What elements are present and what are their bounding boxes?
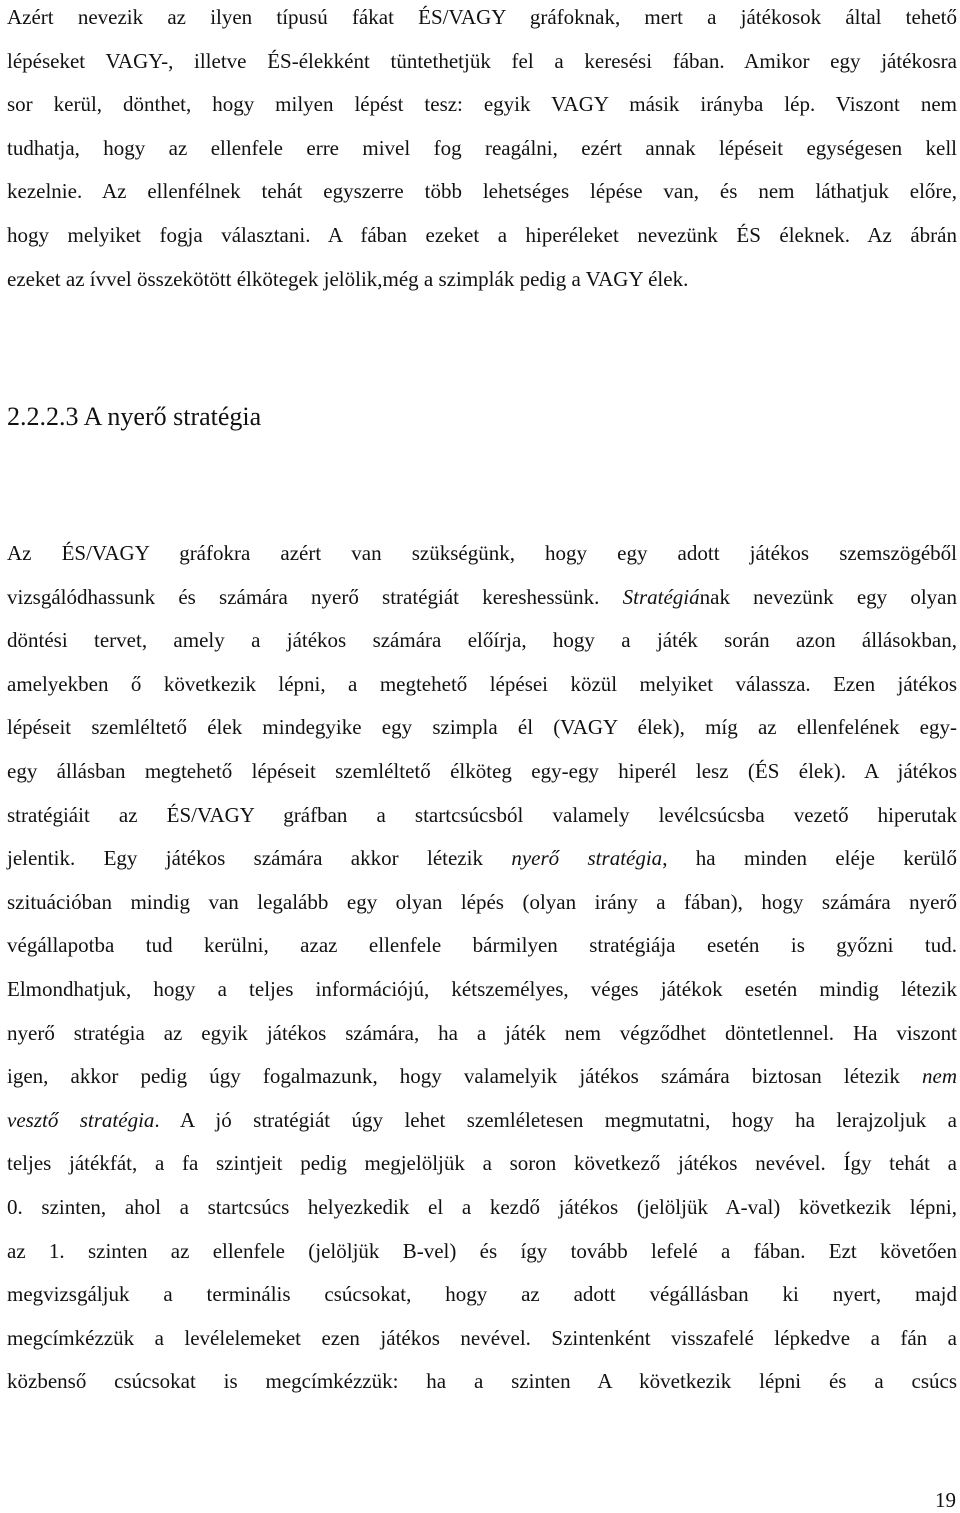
text-line: tudhatja, hogy az ellenfele erre mivel fog reagálni, ezért annak lépéseit egységesen kell xyxy=(7,135,957,160)
text-run: , ha minden eléje kerülő xyxy=(662,846,958,871)
text-line: kezelnie. Az ellenfélnek tehát egyszerre több lehetséges lépése van, és nem láthatjuk előre, xyxy=(7,179,957,204)
text-line xyxy=(7,1055,957,1099)
text-line: amelyekben ő következik lépni, a megtehető lépései közül melyiket válassza. Ezen játékos xyxy=(7,671,957,696)
text-line xyxy=(7,1099,957,1143)
text-line: 0. szinten, ahol a startcsúcs helyezkedik el a kezdő játékos (jelöljük A-val) következik lépni, xyxy=(7,1194,957,1219)
italic-term: vesztő stratégia xyxy=(7,1107,155,1132)
text-line: egy állásban megtehető lépéseit szemléltető élköteg egy-egy hiperél lesz (ÉS élek). A játékos xyxy=(7,758,957,783)
text-line: megcímkézzük a levélelemeket ezen játékos nevével. Szintenként visszafelé lépkedve a fán a xyxy=(7,1325,957,1350)
text-line: Az ÉS/VAGY gráfokra azért van szükségünk, hogy egy adott játékos szemszögéből xyxy=(7,541,957,565)
text-line: szituációban mindig van legalább egy olyan lépés (olyan irány a fában), hogy számára nyerő xyxy=(7,889,957,914)
text-run: . A jó stratégiát úgy lehet szemléletesen megmutatni, hogy ha lerajzoljuk a xyxy=(154,1107,957,1132)
text-line: nyerő stratégia az egyik játékos számára, ha a játék nem végződhet döntetlennel. Ha viszont xyxy=(7,1020,957,1045)
paragraph-winning-strategy xyxy=(7,532,957,1404)
text-line xyxy=(7,837,957,881)
italic-term: Stratégiá xyxy=(622,584,700,609)
text-line: megvizsgáljuk a terminális csúcsokat, hogy az adott végállásban ki nyert, majd xyxy=(7,1282,957,1307)
text-line: közbenső csúcsokat is megcímkézzük: ha a szinten A következik lépni és a csúcs xyxy=(7,1369,957,1394)
text-line: lépéseit szemléltető élek mindegyike egy szimpla él (VAGY élek), míg az ellenfelének egy- xyxy=(7,715,957,740)
text-line: döntési tervet, amely a játékos számára előírja, hogy a játék során azon állásokban, xyxy=(7,628,957,653)
text-line: sor kerül, dönthet, hogy milyen lépést tesz: egyik VAGY másik irányba lép. Viszont nem xyxy=(7,92,957,117)
text-line: stratégiáit az ÉS/VAGY gráfban a startcsúcsból valamely levélcsúcsba vezető hiperutak xyxy=(7,802,957,827)
section-heading: 2.2.2.3 A nyerő stratégia xyxy=(7,402,262,431)
text-line xyxy=(7,576,957,620)
italic-term: nyerő stratégia xyxy=(511,846,663,871)
text-run: igen, akkor pedig úgy fogalmazunk, hogy valamelyik játékos számára biztosan létezik xyxy=(7,1064,900,1089)
text-line: végállapotba tud kerülni, azaz ellenfele bármilyen stratégiája esetén is győzni tud. xyxy=(7,933,957,958)
italic-term: nem xyxy=(922,1064,958,1089)
text-line: teljes játékfát, a fa szintjeit pedig megjelöljük a soron következő játékos nevével. Így tehát a xyxy=(7,1151,957,1176)
text-line: Azért nevezik az ilyen típusú fákat ÉS/VAGY gráfoknak, mert a játékosok által tehető xyxy=(7,5,957,29)
text-line: lépéseket VAGY-, illetve ÉS-élekként tüntethetjük fel a keresési fában. Amikor egy játékosra xyxy=(7,48,957,73)
page-number: 19 xyxy=(935,1488,956,1512)
text-run: jelentik. Egy játékos számára akkor létezik xyxy=(7,846,483,871)
text-run: nak nevezünk egy olyan xyxy=(699,584,957,609)
paragraph-and-or-graphs xyxy=(7,0,957,301)
text-line: Elmondhatjuk, hogy a teljes információjú, kétszemélyes, véges játékok esetén mindig létezik xyxy=(7,976,957,1001)
text-run: vizsgálódhassunk és számára nyerő stratégiát kereshessünk. xyxy=(7,584,600,609)
text-line: hogy melyiket fogja választani. A fában ezeket a hiperéleket nevezünk ÉS éleknek. Az ábrán xyxy=(7,222,957,247)
text-line: ezeket az ívvel összekötött élkötegek jelölik,még a szimplák pedig a VAGY élek. xyxy=(7,266,689,291)
text-line: az 1. szinten az ellenfele (jelöljük B-vel) és így tovább lefelé a fában. Ezt követően xyxy=(7,1238,957,1263)
